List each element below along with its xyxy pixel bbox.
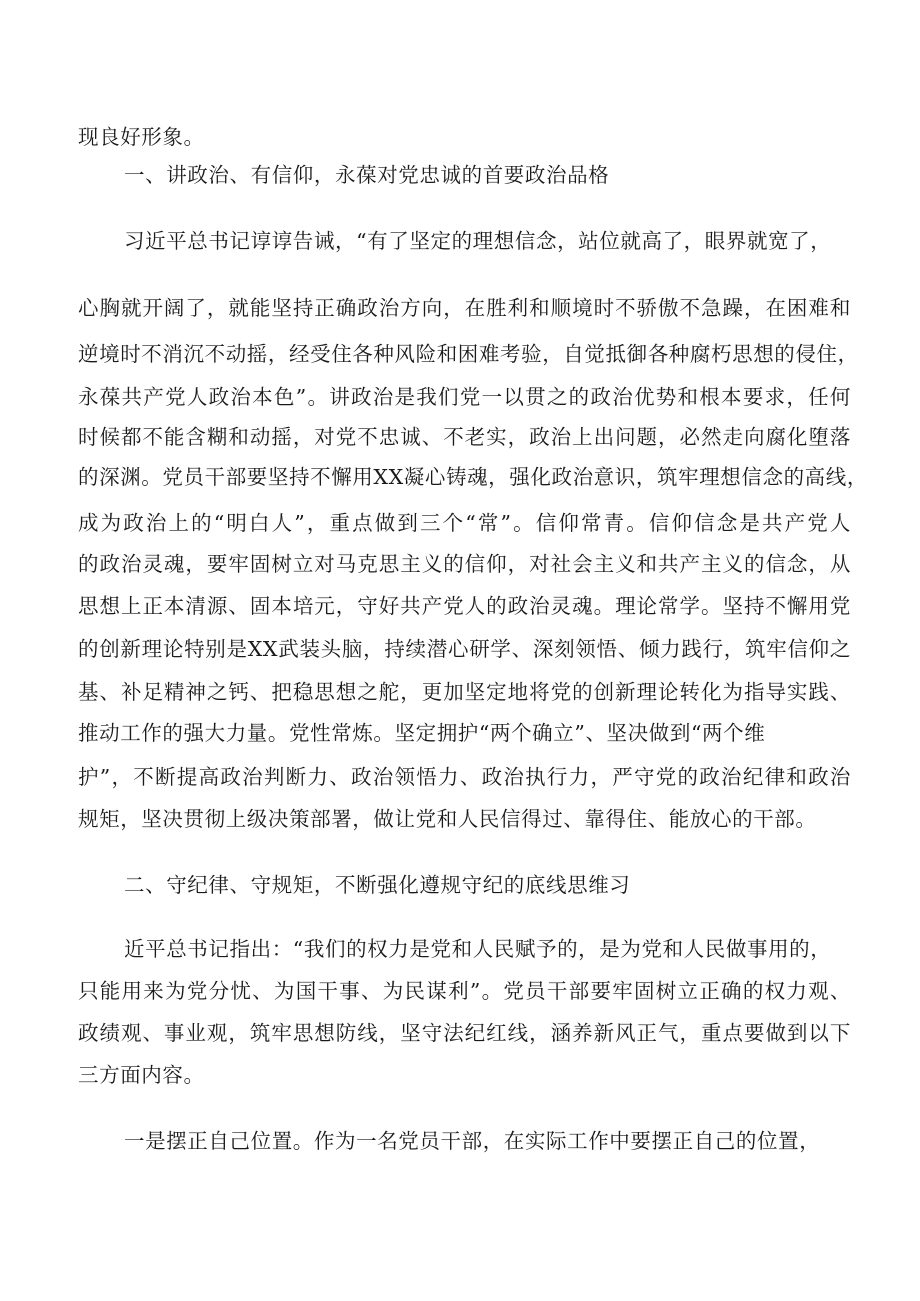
paragraph-1-line-5: 时候都不能含糊和动摇，对党不忠诚、不老实，政治上出问题，必然走向腐化堕落 bbox=[78, 425, 851, 449]
paragraph-3-line-1: 一是摆正自己位置。作为一名党员干部，在实际工作中要摆正自己的位置， bbox=[124, 1129, 821, 1153]
paragraph-1-line-8: 的政治灵魂，要牢固树立对马克思主义的信仰，对社会主义和共产主义的信念，从 bbox=[78, 552, 851, 576]
paragraph-1-line-4: 永葆共产党人政治本色”。讲政治是我们党一以贯之的政治优势和根本要求，任何 bbox=[78, 385, 851, 409]
paragraph-1-line-9: 思想上正本清源、固本培元，守好共产党人的政治灵魂。理论常学。坚持不懈用党 bbox=[78, 594, 851, 618]
paragraph-2-line-4: 三方面内容。 bbox=[78, 1063, 205, 1087]
paragraph-1-line-14: 规矩，坚决贯彻上级决策部署，做让党和人民信得过、靠得住、能放心的干部。 bbox=[78, 807, 817, 831]
paragraph-1-line-7: 成为政治上的“明白人”，重点做到三个“常”。信仰常青。信仰信念是共产党人 bbox=[78, 511, 851, 535]
paragraph-1-line-1: 习近平总书记谆谆告诫，“有了坚定的理想信念，站位就高了，眼界就宽了， bbox=[124, 229, 832, 253]
paragraph-1-line-6: 的深渊。党员干部要坚持不懈用XX凝心铸魂，强化政治意识，筑牢理想信念的高线， bbox=[78, 465, 868, 489]
paragraph-1-line-12: 推动工作的强大力量。党性常炼。坚定拥护“两个确立”、坚决做到“两个维 bbox=[78, 721, 766, 745]
paragraph-1-line-10: 的创新理论特别是XX武装头脑，持续潜心研学、深刻领悟、倾力践行，筑牢信仰之 bbox=[78, 637, 851, 661]
section-heading-1: 一、讲政治、有信仰，永葆对党忠诚的首要政治品格 bbox=[124, 163, 610, 187]
paragraph-2-line-1: 近平总书记指出：“我们的权力是党和人民赋予的，是为党和人民做事用的， bbox=[124, 937, 832, 961]
paragraph-2-line-3: 政绩观、事业观，筑牢思想防线，坚守法纪红线，涵养新风正气，重点要做到以下 bbox=[78, 1021, 851, 1045]
paragraph-1-line-2: 心胸就开阔了，就能坚持正确政治方向，在胜利和顺境时不骄傲不急躁，在困难和 bbox=[78, 296, 851, 320]
paragraph-1-line-3: 逆境时不消沉不动摇，经受住各种风险和困难考验，自觉抵御各种腐朽思想的侵住， bbox=[78, 342, 859, 366]
section-heading-2: 二、守纪律、守规矩，不断强化遵规守纪的底线思维习 bbox=[124, 873, 631, 897]
paragraph-1-line-11: 基、补足精神之钙、把稳思想之舵，更加坚定地将党的创新理论转化为指导实践、 bbox=[78, 680, 851, 704]
paragraph-tail-line: 现良好形象。 bbox=[78, 125, 205, 149]
paragraph-1-line-13: 护”，不断提高政治判断力、政治领悟力、政治执行力，严守党的政治纪律和政治 bbox=[78, 765, 851, 789]
paragraph-2-line-2: 只能用来为党分忧、为国干事、为民谋利”。党员干部要牢固树立正确的权力观、 bbox=[78, 979, 851, 1003]
